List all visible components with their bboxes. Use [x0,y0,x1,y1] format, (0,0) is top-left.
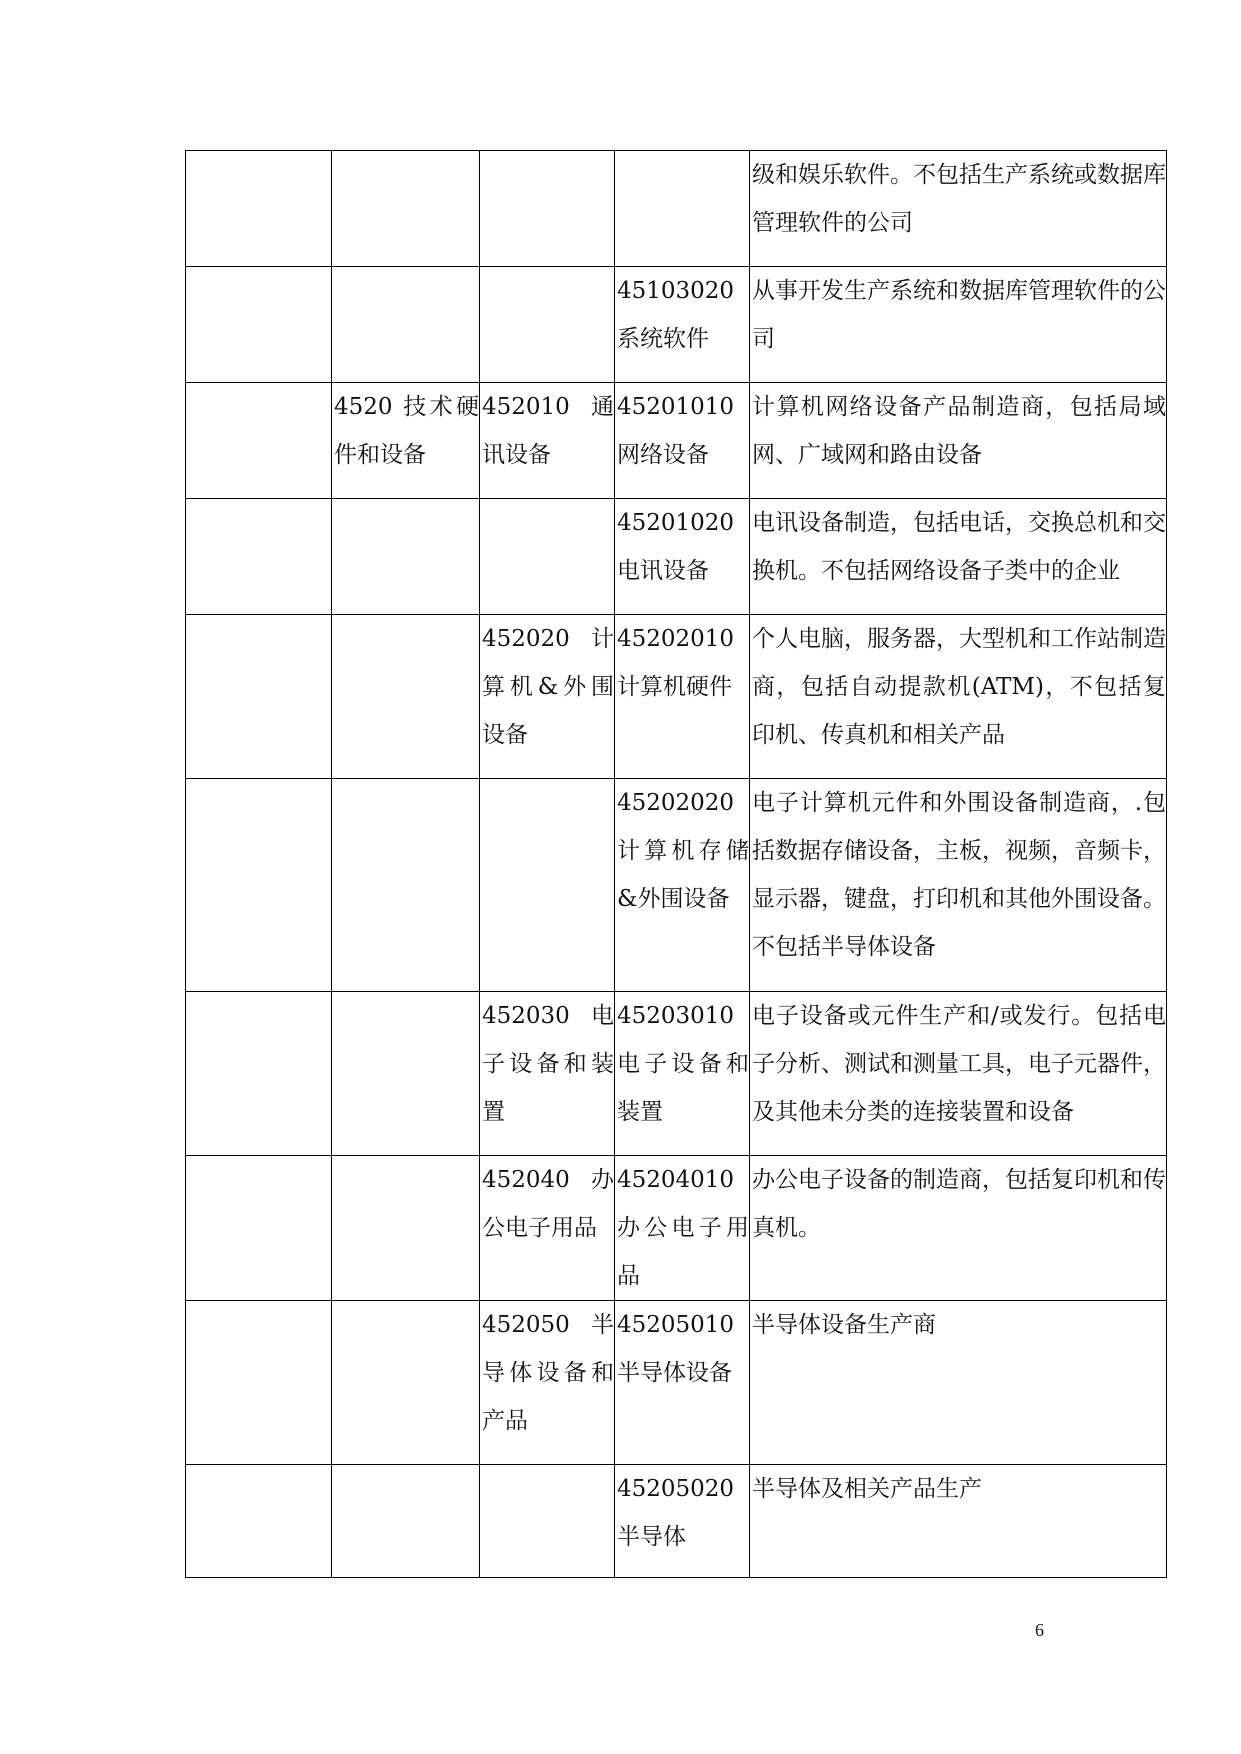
industry-group-cell [332,1465,480,1578]
sub-industry-cell: 45103020 系统软件 [615,267,750,383]
page-number: 6 [1035,1620,1044,1640]
industry-cell [480,267,615,383]
description-cell: 从事开发生产系统和数据库管理软件的公司 [750,267,1167,383]
description-cell: 半导体及相关产品生产 [750,1465,1167,1578]
industry-cell: 452040 办公电子用品 [480,1156,615,1301]
table-row [186,615,1167,779]
sector-cell [186,383,332,499]
industry-group-cell: 4520 技术硬件和设备 [332,383,480,499]
sector-cell [186,992,332,1156]
industry-group-cell [332,267,480,383]
industry-cell [480,779,615,992]
table-row [186,151,1167,267]
industry-cell [480,1465,615,1578]
industry-group-cell [332,1156,480,1301]
industry-group-cell [332,151,480,267]
industry-cell [480,151,615,267]
sector-cell [186,779,332,992]
sector-cell [186,1301,332,1465]
description-cell: 级和娱乐软件。不包括生产系统或数据库管理软件的公司 [750,151,1167,267]
sub-industry-cell: 45202010 计算机硬件 [615,615,750,779]
sector-cell [186,499,332,615]
table-row [186,992,1167,1156]
sector-cell [186,1465,332,1578]
industry-cell: 452030 电子设备和装置 [480,992,615,1156]
industry-group-cell [332,779,480,992]
industry-group-cell [332,615,480,779]
description-cell: 电讯设备制造，包括电话，交换总机和交换机。不包括网络设备子类中的企业 [750,499,1167,615]
description-cell: 计算机网络设备产品制造商，包括局域网、广域网和路由设备 [750,383,1167,499]
table-row [186,383,1167,499]
sub-industry-cell: 45203010 电子设备和装置 [615,992,750,1156]
description-cell: 电子设备或元件生产和/或发行。包括电子分析、测试和测量工具，电子元器件，及其他未分类的连接装置和设备 [750,992,1167,1156]
description-cell: 办公电子设备的制造商，包括复印机和传真机。 [750,1156,1167,1301]
table-row [186,779,1167,992]
description-cell: 电子计算机元件和外围设备制造商，.包括数据存储设备，主板，视频，音频卡，显示器，键盘，打印机和其他外围设备。不包括半导体设备 [750,779,1167,992]
sub-industry-cell: 45201010 网络设备 [615,383,750,499]
sector-cell [186,1156,332,1301]
industry-group-cell [332,1301,480,1465]
industry-cell: 452010 通讯设备 [480,383,615,499]
sub-industry-cell: 45201020 电讯设备 [615,499,750,615]
gics-classification-table [185,150,1167,1578]
industry-group-cell [332,992,480,1156]
table-row [186,1465,1167,1578]
sub-industry-cell: 45205020 半导体 [615,1465,750,1578]
sub-industry-cell: 45204010 办公电子用品 [615,1156,750,1301]
industry-cell: 452050 半导体设备和产品 [480,1301,615,1465]
industry-cell: 452020 计算机&外围设备 [480,615,615,779]
sub-industry-cell: 45205010 半导体设备 [615,1301,750,1465]
table-row [186,1156,1167,1301]
industry-cell [480,499,615,615]
sector-cell [186,615,332,779]
sector-cell [186,151,332,267]
sub-industry-cell: 45202020 计算机存储&外围设备 [615,779,750,992]
sub-industry-cell [615,151,750,267]
industry-group-cell [332,499,480,615]
sector-cell [186,267,332,383]
description-cell: 个人电脑，服务器，大型机和工作站制造商，包括自动提款机(ATM)，不包括复印机、传真机和相关产品 [750,615,1167,779]
table-row [186,267,1167,383]
description-cell: 半导体设备生产商 [750,1301,1167,1465]
table-row [186,499,1167,615]
table-row [186,1301,1167,1465]
